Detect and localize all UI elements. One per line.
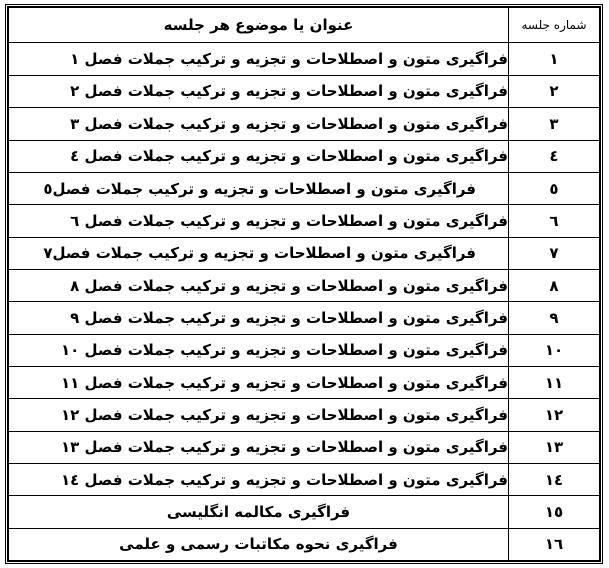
table-row — [9, 269, 600, 301]
session-number: ١٦ — [509, 528, 600, 560]
session-number: ٤ — [509, 140, 600, 172]
table-row — [9, 431, 600, 463]
session-number: ٦ — [509, 205, 600, 237]
table-row — [9, 43, 600, 75]
table-row — [9, 334, 600, 366]
session-number: ۱۱ — [509, 366, 600, 398]
table-row — [9, 302, 600, 334]
table-header-row — [9, 8, 600, 43]
table-row — [9, 172, 600, 204]
session-title: فراگیری متون و اصطلاحات و تجزیه و ترکیب جملات فصل ۱۱ — [9, 366, 509, 398]
session-title: فراگیری مکالمه انگلیسی — [9, 496, 509, 528]
session-title: فراگیری متون و اصطلاحات و تجزیه و ترکیب جملات فصل ٤ — [9, 140, 509, 172]
session-title: فراگیری متون و اصطلاحات و تجزیه و ترکیب جملات فصل ١٤ — [9, 463, 509, 495]
session-number: ۸ — [509, 269, 600, 301]
session-number: ۱۲ — [509, 399, 600, 431]
session-number: ۱۰ — [509, 334, 600, 366]
table-row — [9, 237, 600, 269]
session-number: ۳ — [509, 108, 600, 140]
session-number: ۱۳ — [509, 431, 600, 463]
table-row — [9, 75, 600, 107]
header-session-number: شماره جلسه — [509, 8, 600, 43]
session-title: فراگیری متون و اصطلاحات و تجزیه و ترکیب جملات فصل ۳ — [9, 108, 509, 140]
table-row — [9, 528, 600, 560]
session-title: فراگیری متون و اصطلاحات و تجزیه و ترکیب جملات فصل ۹ — [9, 302, 509, 334]
session-title: فراگیری نحوه مکاتبات رسمی و علمی — [9, 528, 509, 560]
session-number: ۲ — [509, 75, 600, 107]
table-row — [9, 463, 600, 495]
session-number: ١٤ — [509, 463, 600, 495]
table-row — [9, 205, 600, 237]
session-title: فراگیری متون و اصطلاحات و تجزیه و ترکیب جملات فصل ۲ — [9, 75, 509, 107]
session-title: فراگیری متون و اصطلاحات و تجزیه و ترکیب جملات فصل٥ — [9, 172, 509, 204]
table-row — [9, 366, 600, 398]
table-row — [9, 140, 600, 172]
session-number: ۹ — [509, 302, 600, 334]
session-number: ۱ — [509, 43, 600, 75]
session-title: فراگیری متون و اصطلاحات و تجزیه و ترکیب جملات فصل۷ — [9, 237, 509, 269]
session-title: فراگیری متون و اصطلاحات و تجزیه و ترکیب جملات فصل ٦ — [9, 205, 509, 237]
session-title: فراگیری متون و اصطلاحات و تجزیه و ترکیب جملات فصل ۱ — [9, 43, 509, 75]
session-number: ٥ — [509, 172, 600, 204]
session-title: فراگیری متون و اصطلاحات و تجزیه و ترکیب جملات فصل ۸ — [9, 269, 509, 301]
session-title: فراگیری متون و اصطلاحات و تجزیه و ترکیب جملات فصل ۱۲ — [9, 399, 509, 431]
session-table-frame — [5, 4, 603, 564]
table-row — [9, 399, 600, 431]
table-row — [9, 496, 600, 528]
session-table — [8, 7, 600, 561]
table-row — [9, 108, 600, 140]
header-session-title: عنوان یا موضوع هر جلسه — [9, 8, 509, 43]
session-number: ۷ — [509, 237, 600, 269]
session-number: ١٥ — [509, 496, 600, 528]
session-title: فراگیری متون و اصطلاحات و تجزیه و ترکیب جملات فصل ۱۰ — [9, 334, 509, 366]
session-title: فراگیری متون و اصطلاحات و تجزیه و ترکیب جملات فصل ۱۳ — [9, 431, 509, 463]
